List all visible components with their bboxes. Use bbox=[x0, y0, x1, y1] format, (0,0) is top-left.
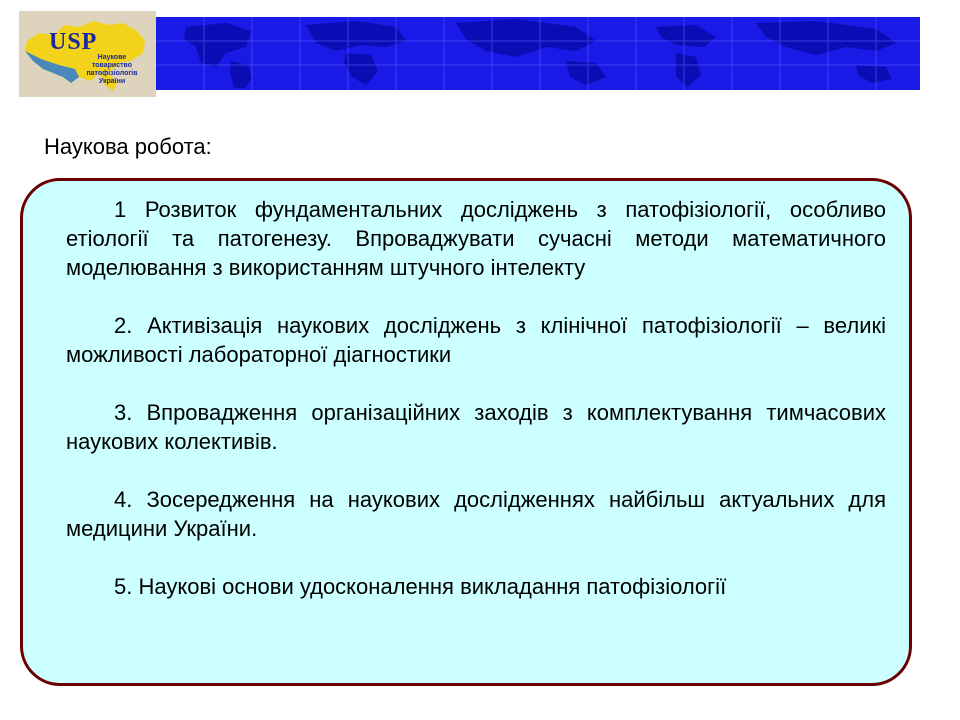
logo-caption: Наукове товариство патофізіологів України bbox=[86, 54, 138, 85]
logo bbox=[19, 11, 156, 97]
world-map-graphic bbox=[156, 17, 920, 90]
list-item: 2. Активізація наукових досліджень з клінічної патофізіології – великі можливості лабораторної діагностики bbox=[66, 313, 886, 367]
list-item: 1 Розвиток фундаментальних досліджень з патофізіології, особливо етіології та патогенезу. Впроваджувати сучасні методи математичного моделювання з використанням штучного інтелекту bbox=[66, 197, 886, 280]
list-item: 3. Впровадження організаційних заходів з комплектування тимчасових наукових колективів. bbox=[66, 400, 886, 454]
list-item: 5. Наукові основи удосконалення викладання патофізіології bbox=[114, 574, 727, 599]
page-title: Наукова робота: bbox=[44, 134, 212, 159]
items-list bbox=[66, 195, 886, 630]
logo-letters: USP bbox=[49, 29, 98, 55]
world-map-banner bbox=[156, 17, 920, 90]
list-item: 4. Зосередження на наукових дослідженнях найбільш актуальних для медицини України. bbox=[66, 487, 886, 541]
